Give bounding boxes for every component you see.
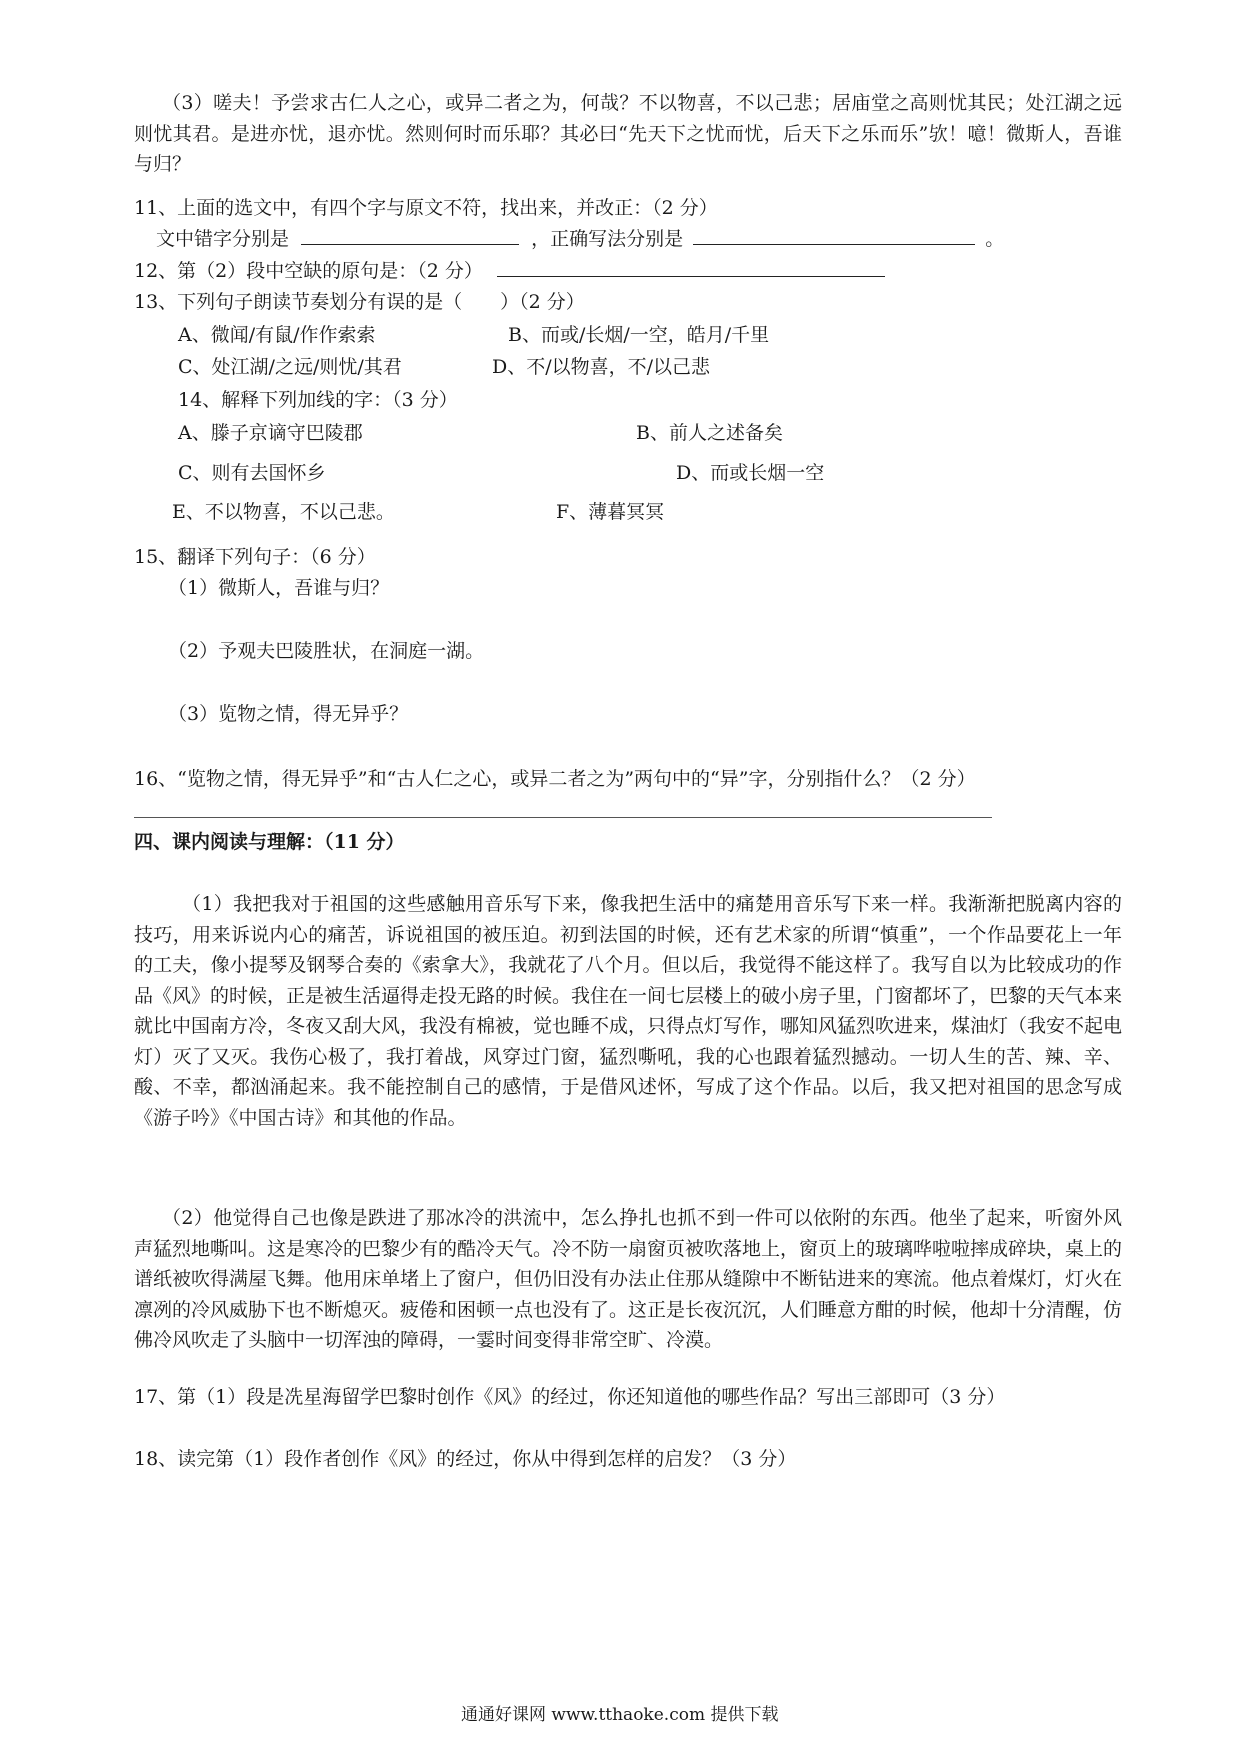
- question-14-option-a: A、滕子京谪守巴陵郡: [178, 422, 363, 444]
- question-13-option-d: D、不/以物喜，不/以己悲: [492, 356, 711, 378]
- question-14-option-e: E、不以物喜，不以己悲。: [172, 501, 395, 523]
- question-14-option-f: F、薄暮冥冥: [556, 501, 665, 523]
- question-13-option-c: C、处江湖/之远/则忧/其君: [178, 356, 402, 378]
- question-14-option-b: B、前人之述备矣: [636, 422, 783, 444]
- correct-chars-label: ，正确写法分别是: [531, 228, 684, 250]
- passage-paragraph-3: （3）嗟夫！予尝求古仁人之心，或异二者之为，何哉？不以物喜，不以己悲；居庙堂之高则忧其民；处江湖之远则忧其君。是进亦忧，退亦忧。然则何时而乐耶？其必曰“先天下之忧而忧，后天下之乐而乐”欤！噫！微斯人，吾谁与归？: [134, 92, 1122, 175]
- question-13-stem: 13、下列句子朗读节奏划分有误的是（ ）（2 分）: [134, 291, 585, 313]
- question-17: 17、第（1）段是冼星海留学巴黎时创作《风》的经过，你还知道他的哪些作品？写出三部即可（3 分）: [134, 1386, 1006, 1408]
- wrong-chars-blank[interactable]: [301, 226, 519, 245]
- correct-chars-blank[interactable]: [693, 226, 975, 245]
- question-12-blank[interactable]: [497, 258, 885, 277]
- question-16: 16、“览物之情，得无异乎”和“古人仁之心，或异二者之为”两句中的“异”字，分别指什么？（2 分）: [134, 768, 976, 790]
- question-11-answer-line: [156, 224, 1004, 251]
- page-footer: 通通好课网 www.tthaoke.com 提供下载: [461, 1705, 779, 1725]
- question-15-sentence-3: （3）览物之情，得无异乎？: [168, 703, 409, 725]
- reading-paragraph-1: （1）我把我对于祖国的这些感触用音乐写下来，像我把生活中的痛楚用音乐写下来一样。我渐渐把脱离内容的技巧，用来诉说内心的痛苦，诉说祖国的被压迫。初到法国的时候，还有艺术家的所谓“慎重”，一个作品要花上一年的工夫，像小提琴及钢琴合奏的《索拿大》，我就花了八个月。但以后，我觉得不能这样了。我写自以为比较成功的作品《风》的时候，正是被生活逼得走投无路的时候。我住在一间七层楼上的破小房子里，门窗都坏了，巴黎的天气本来就比中国南方冷，冬夜又刮大风，我没有棉被，觉也睡不成，只得点灯写作，哪知风猛烈吹进来，煤油灯（我安不起电灯）灭了又灭。我伤心极了，我打着战，风穿过门窗，猛烈嘶吼，我的心也跟着猛烈撼动。一切人生的苦、辣、辛、酸、不幸，都汹涌起来。我不能控制自己的感情，于是借风述怀，写成了这个作品。以后，我又把对祖国的思念写成《游子吟》《中国古诗》和其他的作品。: [134, 893, 1123, 1129]
- answer-line-end: 。: [985, 228, 1005, 250]
- section-divider-line: [134, 817, 992, 818]
- question-11-stem: 11、上面的选文中，有四个字与原文不符，找出来，并改正：（2 分）: [134, 197, 718, 219]
- reading-paragraph-2: （2）他觉得自己也像是跌进了那冰冷的洪流中，怎么挣扎也抓不到一件可以依附的东西。他坐了起来，听窗外风声猛烈地嘶叫。这是寒冷的巴黎少有的酷冷天气。冷不防一扇窗页被吹落地上，窗页上的玻璃哗啦啦摔成碎块，桌上的谱纸被吹得满屋飞舞。他用床单堵上了窗户，但仍旧没有办法止住那从缝隙中不断钻进来的寒流。他点着煤灯，灯火在凛冽的冷风威胁下也不断熄灭。疲倦和困顿一点也没有了。这正是长夜沉沉，人们睡意方酣的时候，他却十分清醒，仿佛冷风吹走了头脑中一切浑浊的障碍，一霎时间变得非常空旷、冷漠。: [134, 1207, 1123, 1351]
- question-12-stem: 12、第（2）段中空缺的原句是：（2 分）: [134, 260, 483, 282]
- question-12: [134, 256, 885, 283]
- wrong-chars-label: 文中错字分别是: [156, 228, 290, 250]
- question-13-option-a: A、微闻/有鼠/作作索索: [178, 324, 376, 346]
- question-15-sentence-2: （2）予观夫巴陵胜状，在洞庭一湖。: [168, 640, 485, 662]
- question-14-option-c: C、则有去国怀乡: [178, 462, 326, 484]
- question-18: 18、读完第（1）段作者创作《风》的经过，你从中得到怎样的启发？（3 分）: [134, 1448, 797, 1470]
- question-15-stem: 15、翻译下列句子：（6 分）: [134, 546, 376, 568]
- section-4-heading: 四、课内阅读与理解：（11 分）: [134, 831, 405, 853]
- question-13-option-b: B、而或/长烟/一空，皓月/千里: [508, 324, 770, 346]
- question-14-stem: 14、解释下列加线的字：（3 分）: [178, 389, 458, 411]
- question-15-sentence-1: （1）微斯人，吾谁与归？: [168, 577, 390, 599]
- question-14-option-d: D、而或长烟一空: [676, 462, 825, 484]
